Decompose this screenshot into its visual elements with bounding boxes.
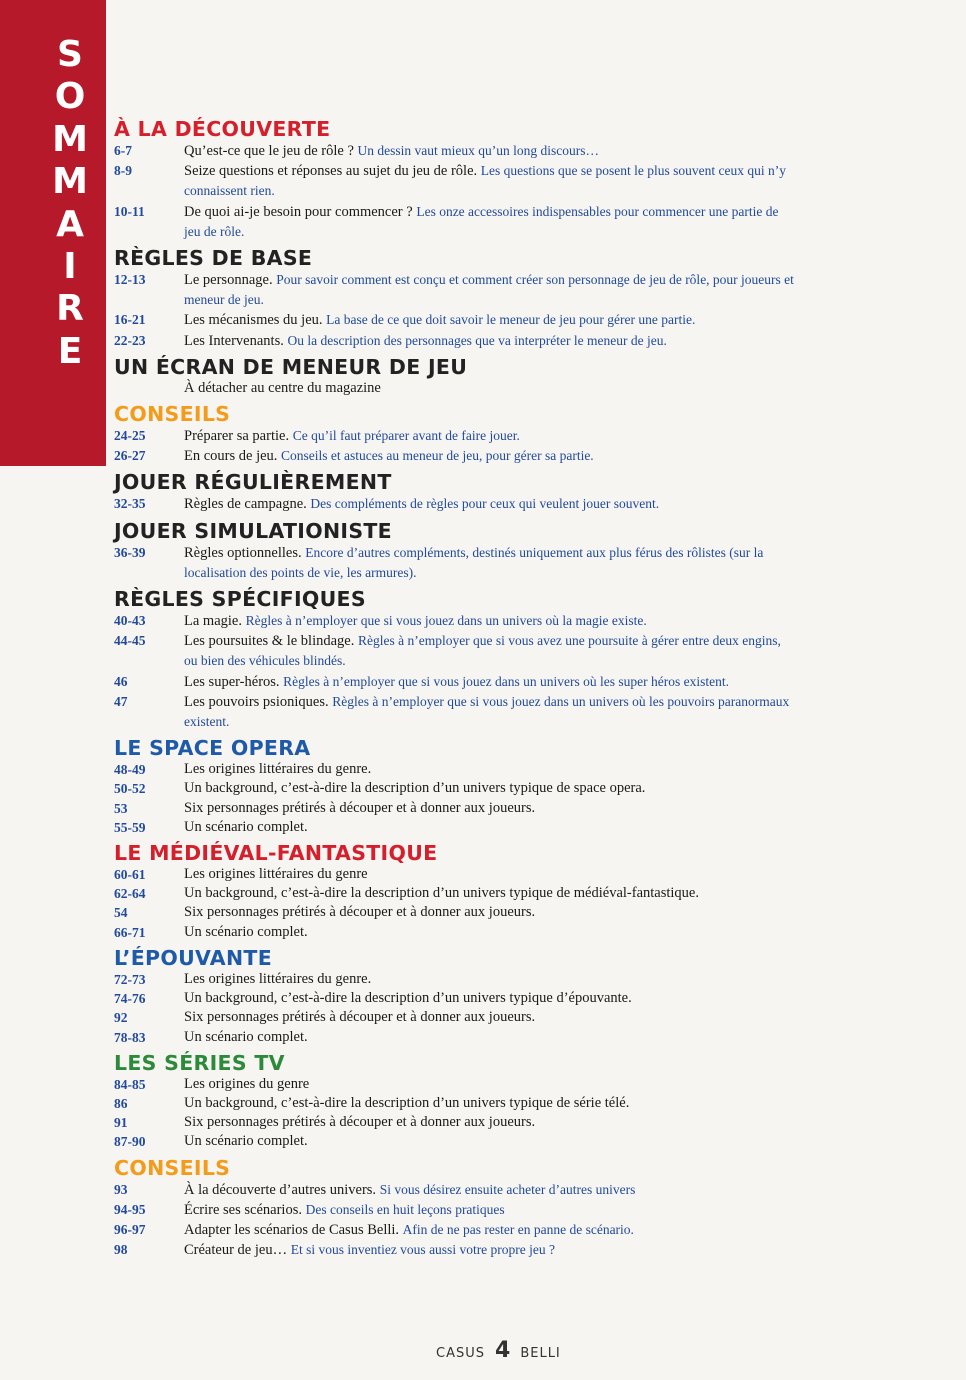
- entry-page: 93: [114, 1181, 128, 1197]
- footer-belli: BELLI: [520, 1346, 561, 1361]
- entry-page: 12-13: [114, 272, 146, 288]
- entry-description: Des conseils en huit leçons pratiques: [305, 1201, 505, 1217]
- entry-description: Les questions que se posent le plus souvent ceux qui n’y connaissent rien.: [184, 163, 786, 199]
- entry-title: Un background, c’est-à-dire la description d’un univers typique d’épouvante.: [184, 990, 632, 1007]
- entry-description: Afin de ne pas rester en panne de scénario.: [402, 1221, 634, 1237]
- sommaire-letter: E: [57, 330, 83, 372]
- section-title: CONSEILS: [114, 1155, 231, 1180]
- entry-text: [184, 884, 794, 903]
- entry-description: Ou la description des personnages que va interpréter le meneur de jeu.: [287, 332, 667, 348]
- entry-text: [184, 310, 794, 330]
- entry-page: 60-61: [114, 867, 146, 883]
- entry-description: Ce qu’il faut préparer avant de faire jouer.: [292, 428, 520, 444]
- toc-section: [114, 587, 794, 732]
- section-title: UN ÉCRAN DE MENEUR DE JEU: [114, 354, 468, 379]
- toc-entry: [114, 631, 794, 671]
- entry-page: 47: [114, 693, 128, 709]
- entry-page: 6-7: [114, 143, 132, 158]
- entry-text: [184, 779, 794, 798]
- toc-entry: [114, 818, 794, 837]
- toc-section: [114, 470, 794, 514]
- entry-text: [184, 543, 794, 583]
- entry-page: 50-52: [114, 781, 146, 797]
- page-number: 4: [495, 1338, 511, 1363]
- sommaire-title: [48, 34, 92, 373]
- entry-description: Conseils et astuces au meneur de jeu, pour gérer sa partie.: [281, 448, 594, 464]
- entry-text: [184, 1220, 794, 1240]
- toc-entry: [114, 970, 794, 989]
- entry-page: 46: [114, 673, 128, 689]
- entry-title: Les origines littéraires du genre.: [184, 761, 372, 778]
- toc-entry: [114, 1008, 794, 1027]
- entry-text: [184, 1094, 794, 1113]
- sommaire-letter: M: [52, 118, 88, 160]
- entry-page: 32-35: [114, 496, 146, 512]
- toc-entry: [114, 760, 794, 779]
- entry-text: [184, 161, 794, 201]
- entry-text: [184, 202, 794, 242]
- toc-entry: [114, 1094, 794, 1113]
- entry-text: [184, 989, 794, 1008]
- entry-page: 10-11: [114, 203, 145, 219]
- entry-page: 24-25: [114, 428, 146, 444]
- toc-entry: [114, 270, 794, 310]
- toc-entry: [114, 1200, 794, 1220]
- toc-section: [114, 841, 794, 942]
- entry-title: Un scénario complet.: [184, 1133, 308, 1150]
- entry-text: [184, 865, 794, 884]
- entry-text: [184, 331, 794, 351]
- entry-page: 54: [114, 905, 128, 921]
- entry-text: [184, 970, 794, 989]
- entry-text: [184, 270, 794, 310]
- toc-entry: [114, 672, 794, 692]
- toc-entry: [114, 865, 794, 884]
- sommaire-letter: O: [54, 76, 86, 118]
- toc-entry: [114, 426, 794, 446]
- toc-entry: [114, 799, 794, 818]
- entry-description: Des compléments de règles pour ceux qui veulent jouer souvent.: [310, 496, 660, 512]
- entry-title: Les mécanismes du jeu.: [184, 312, 323, 329]
- toc-entry: [114, 884, 794, 903]
- entry-page: 91: [114, 1115, 128, 1131]
- entry-description: Règles à n’employer que si vous jouez dans un univers où la magie existe.: [245, 613, 647, 629]
- table-of-contents: [114, 117, 794, 1260]
- entry-description: Si vous désirez ensuite acheter d’autres univers: [379, 1181, 636, 1197]
- page-footer: [436, 1338, 596, 1363]
- entry-page: 92: [114, 1010, 128, 1026]
- footer-casus: CASUS: [436, 1346, 485, 1361]
- entry-text: [184, 1075, 794, 1094]
- section-title: L’ÉPOUVANTE: [114, 945, 273, 970]
- toc-entry: [114, 1113, 794, 1132]
- toc-entry: [114, 923, 794, 942]
- toc-entry: [114, 903, 794, 922]
- entry-page: 86: [114, 1095, 128, 1111]
- entry-text: [184, 1200, 794, 1220]
- toc-section: [114, 117, 794, 242]
- entry-title: Un scénario complet.: [184, 1028, 308, 1045]
- toc-section: [114, 355, 794, 398]
- entry-page: 55-59: [114, 819, 146, 835]
- entry-title: Les origines du genre: [184, 1075, 310, 1092]
- entry-page: 48-49: [114, 762, 146, 778]
- toc-entry: [114, 379, 794, 398]
- entry-page: 16-21: [114, 312, 146, 328]
- entry-page: 72-73: [114, 971, 146, 987]
- entry-title: Le personnage.: [184, 272, 273, 289]
- section-title: JOUER RÉGULIÈREMENT: [114, 470, 392, 495]
- entry-title: Les Intervenants.: [184, 332, 284, 349]
- entry-page: 66-71: [114, 924, 146, 940]
- entry-title: Six personnages prétirés à découper et à donner aux joueurs.: [184, 904, 536, 921]
- entry-page: 53: [114, 800, 128, 816]
- entry-title: Les origines littéraires du genre.: [184, 970, 372, 987]
- toc-section: [114, 402, 794, 466]
- entry-page: 87-90: [114, 1134, 146, 1150]
- entry-title: Les poursuites & le blindage.: [184, 633, 355, 650]
- entry-page: 62-64: [114, 886, 146, 902]
- entry-text: [184, 379, 794, 398]
- toc-entry: [114, 611, 794, 631]
- entry-page: 74-76: [114, 991, 146, 1007]
- entry-page: 8-9: [114, 163, 132, 179]
- entry-text: [184, 1240, 794, 1260]
- entry-text: [184, 1028, 794, 1047]
- entry-text: [184, 426, 794, 446]
- toc-entry: [114, 1220, 794, 1240]
- entry-text: [184, 1113, 794, 1132]
- entry-page: 96-97: [114, 1221, 146, 1237]
- entry-title: Six personnages prétirés à découper et à donner aux joueurs.: [184, 1114, 536, 1131]
- entry-title: À détacher au centre du magazine: [184, 379, 381, 396]
- entry-title: Adapter les scénarios de Casus Belli.: [184, 1221, 400, 1238]
- entry-title: Un background, c’est-à-dire la description d’un univers typique de médiéval-fantastique.: [184, 885, 699, 902]
- toc-entry: [114, 543, 794, 583]
- entry-page: 84-85: [114, 1076, 146, 1092]
- entry-title: Seize questions et réponses au sujet du jeu de rôle.: [184, 163, 478, 180]
- toc-section: [114, 1156, 794, 1261]
- entry-page: 40-43: [114, 613, 146, 629]
- toc-section: [114, 1051, 794, 1152]
- entry-page: 22-23: [114, 332, 146, 348]
- entry-page: 98: [114, 1242, 128, 1258]
- entry-page: 94-95: [114, 1201, 146, 1217]
- section-title: CONSEILS: [114, 402, 231, 427]
- sommaire-letter: I: [63, 246, 77, 288]
- entry-title: Les pouvoirs psioniques.: [184, 693, 329, 710]
- entry-description: La base de ce que doit savoir le meneur de jeu pour gérer une partie.: [326, 312, 696, 328]
- toc-entry: [114, 331, 794, 351]
- entry-title: La magie.: [184, 613, 242, 630]
- entry-title: Créateur de jeu…: [184, 1242, 288, 1259]
- entry-description: Règles à n’employer que si vous jouez dans un univers où les pouvoirs paranormaux existent.: [184, 693, 790, 730]
- toc-entry: [114, 310, 794, 330]
- entry-title: Règles optionnelles.: [184, 544, 302, 561]
- sommaire-letter: S: [57, 34, 83, 75]
- toc-entry: [114, 494, 794, 514]
- toc-entry: [114, 1028, 794, 1047]
- entry-text: [184, 903, 794, 922]
- entry-title: Un background, c’est-à-dire la description d’un univers typique de space opera.: [184, 780, 646, 797]
- entry-page: 36-39: [114, 544, 146, 560]
- entry-text: [184, 923, 794, 942]
- toc-entry: [114, 446, 794, 466]
- toc-entry: [114, 1075, 794, 1094]
- sommaire-letter: M: [52, 161, 88, 203]
- entry-title: Écrire ses scénarios.: [184, 1201, 302, 1218]
- section-title: RÈGLES DE BASE: [114, 246, 313, 271]
- entry-page: 26-27: [114, 448, 146, 464]
- entry-title: À la découverte d’autres univers.: [184, 1181, 377, 1198]
- toc-entry: [114, 1180, 794, 1200]
- entry-description: Et si vous inventiez vous aussi votre propre jeu ?: [290, 1242, 556, 1258]
- sommaire-sidebar: [0, 0, 106, 466]
- entry-title: Un scénario complet.: [184, 923, 308, 940]
- sommaire-letter: R: [56, 288, 84, 330]
- toc-section: [114, 946, 794, 1047]
- entry-title: Les origines littéraires du genre: [184, 866, 368, 883]
- entry-text: [184, 760, 794, 779]
- entry-page: [114, 379, 184, 398]
- entry-title: Préparer sa partie.: [184, 428, 290, 445]
- entry-description: Règles à n’employer que si vous jouez dans un univers où les super héros existent.: [283, 673, 729, 689]
- toc-section: [114, 246, 794, 351]
- entry-text: [184, 1180, 794, 1200]
- toc-entry: [114, 692, 794, 732]
- entry-text: [184, 631, 794, 671]
- entry-text: [184, 1132, 794, 1151]
- toc-entry: [114, 141, 794, 161]
- entry-description: Pour savoir comment est conçu et comment créer son personnage de jeu de rôle, pour joueurs et meneur de jeu.: [184, 272, 794, 308]
- entry-title: De quoi ai-je besoin pour commencer ?: [184, 203, 413, 220]
- entry-text: [184, 799, 794, 818]
- entry-text: [184, 692, 794, 732]
- entry-description: Règles à n’employer que si vous avez une poursuite à gérer entre deux engins, ou bien des véhicules blindés.: [184, 633, 781, 669]
- entry-title: Six personnages prétirés à découper et à donner aux joueurs.: [184, 1009, 536, 1026]
- entry-title: Règles de campagne.: [184, 496, 307, 513]
- entry-text: [184, 1008, 794, 1027]
- entry-description: Un dessin vaut mieux qu’un long discours…: [357, 143, 599, 158]
- entry-text: [184, 446, 794, 466]
- section-title: LE MÉDIÉVAL-FANTASTIQUE: [114, 841, 438, 866]
- toc-entry: [114, 161, 794, 201]
- entry-text: [184, 672, 794, 692]
- section-title: À LA DÉCOUVERTE: [114, 117, 331, 141]
- entry-description: Encore d’autres compléments, destinés uniquement aux plus férus des rôlistes (sur la localisation des points de vie, les armures).: [184, 544, 764, 580]
- entry-title: Qu’est-ce que le jeu de rôle ?: [184, 143, 354, 159]
- sommaire-letter: A: [56, 203, 84, 245]
- entry-title: Un background, c’est-à-dire la description d’un univers typique de série télé.: [184, 1094, 630, 1111]
- section-title: RÈGLES SPÉCIFIQUES: [114, 587, 366, 612]
- toc-entry: [114, 779, 794, 798]
- toc-entry: [114, 1240, 794, 1260]
- section-title: LE SPACE OPERA: [114, 736, 311, 761]
- toc-entry: [114, 989, 794, 1008]
- entry-text: [184, 818, 794, 837]
- toc-section: [114, 736, 794, 837]
- entry-text: [184, 494, 794, 514]
- toc-section: [114, 519, 794, 583]
- entry-page: 78-83: [114, 1029, 146, 1045]
- entry-description: Les onze accessoires indispensables pour commencer une partie de jeu de rôle.: [184, 203, 779, 239]
- entry-title: Un scénario complet.: [184, 818, 308, 835]
- entry-title: En cours de jeu.: [184, 448, 278, 465]
- entry-page: 44-45: [114, 633, 146, 649]
- entry-title: Les super-héros.: [184, 673, 280, 690]
- entry-text: [184, 611, 794, 631]
- section-title: JOUER SIMULATIONISTE: [114, 518, 392, 543]
- entry-title: Six personnages prétirés à découper et à donner aux joueurs.: [184, 799, 536, 816]
- section-title: LES SÉRIES TV: [114, 1050, 285, 1075]
- entry-text: [184, 141, 794, 161]
- toc-entry: [114, 202, 794, 242]
- toc-entry: [114, 1132, 794, 1151]
